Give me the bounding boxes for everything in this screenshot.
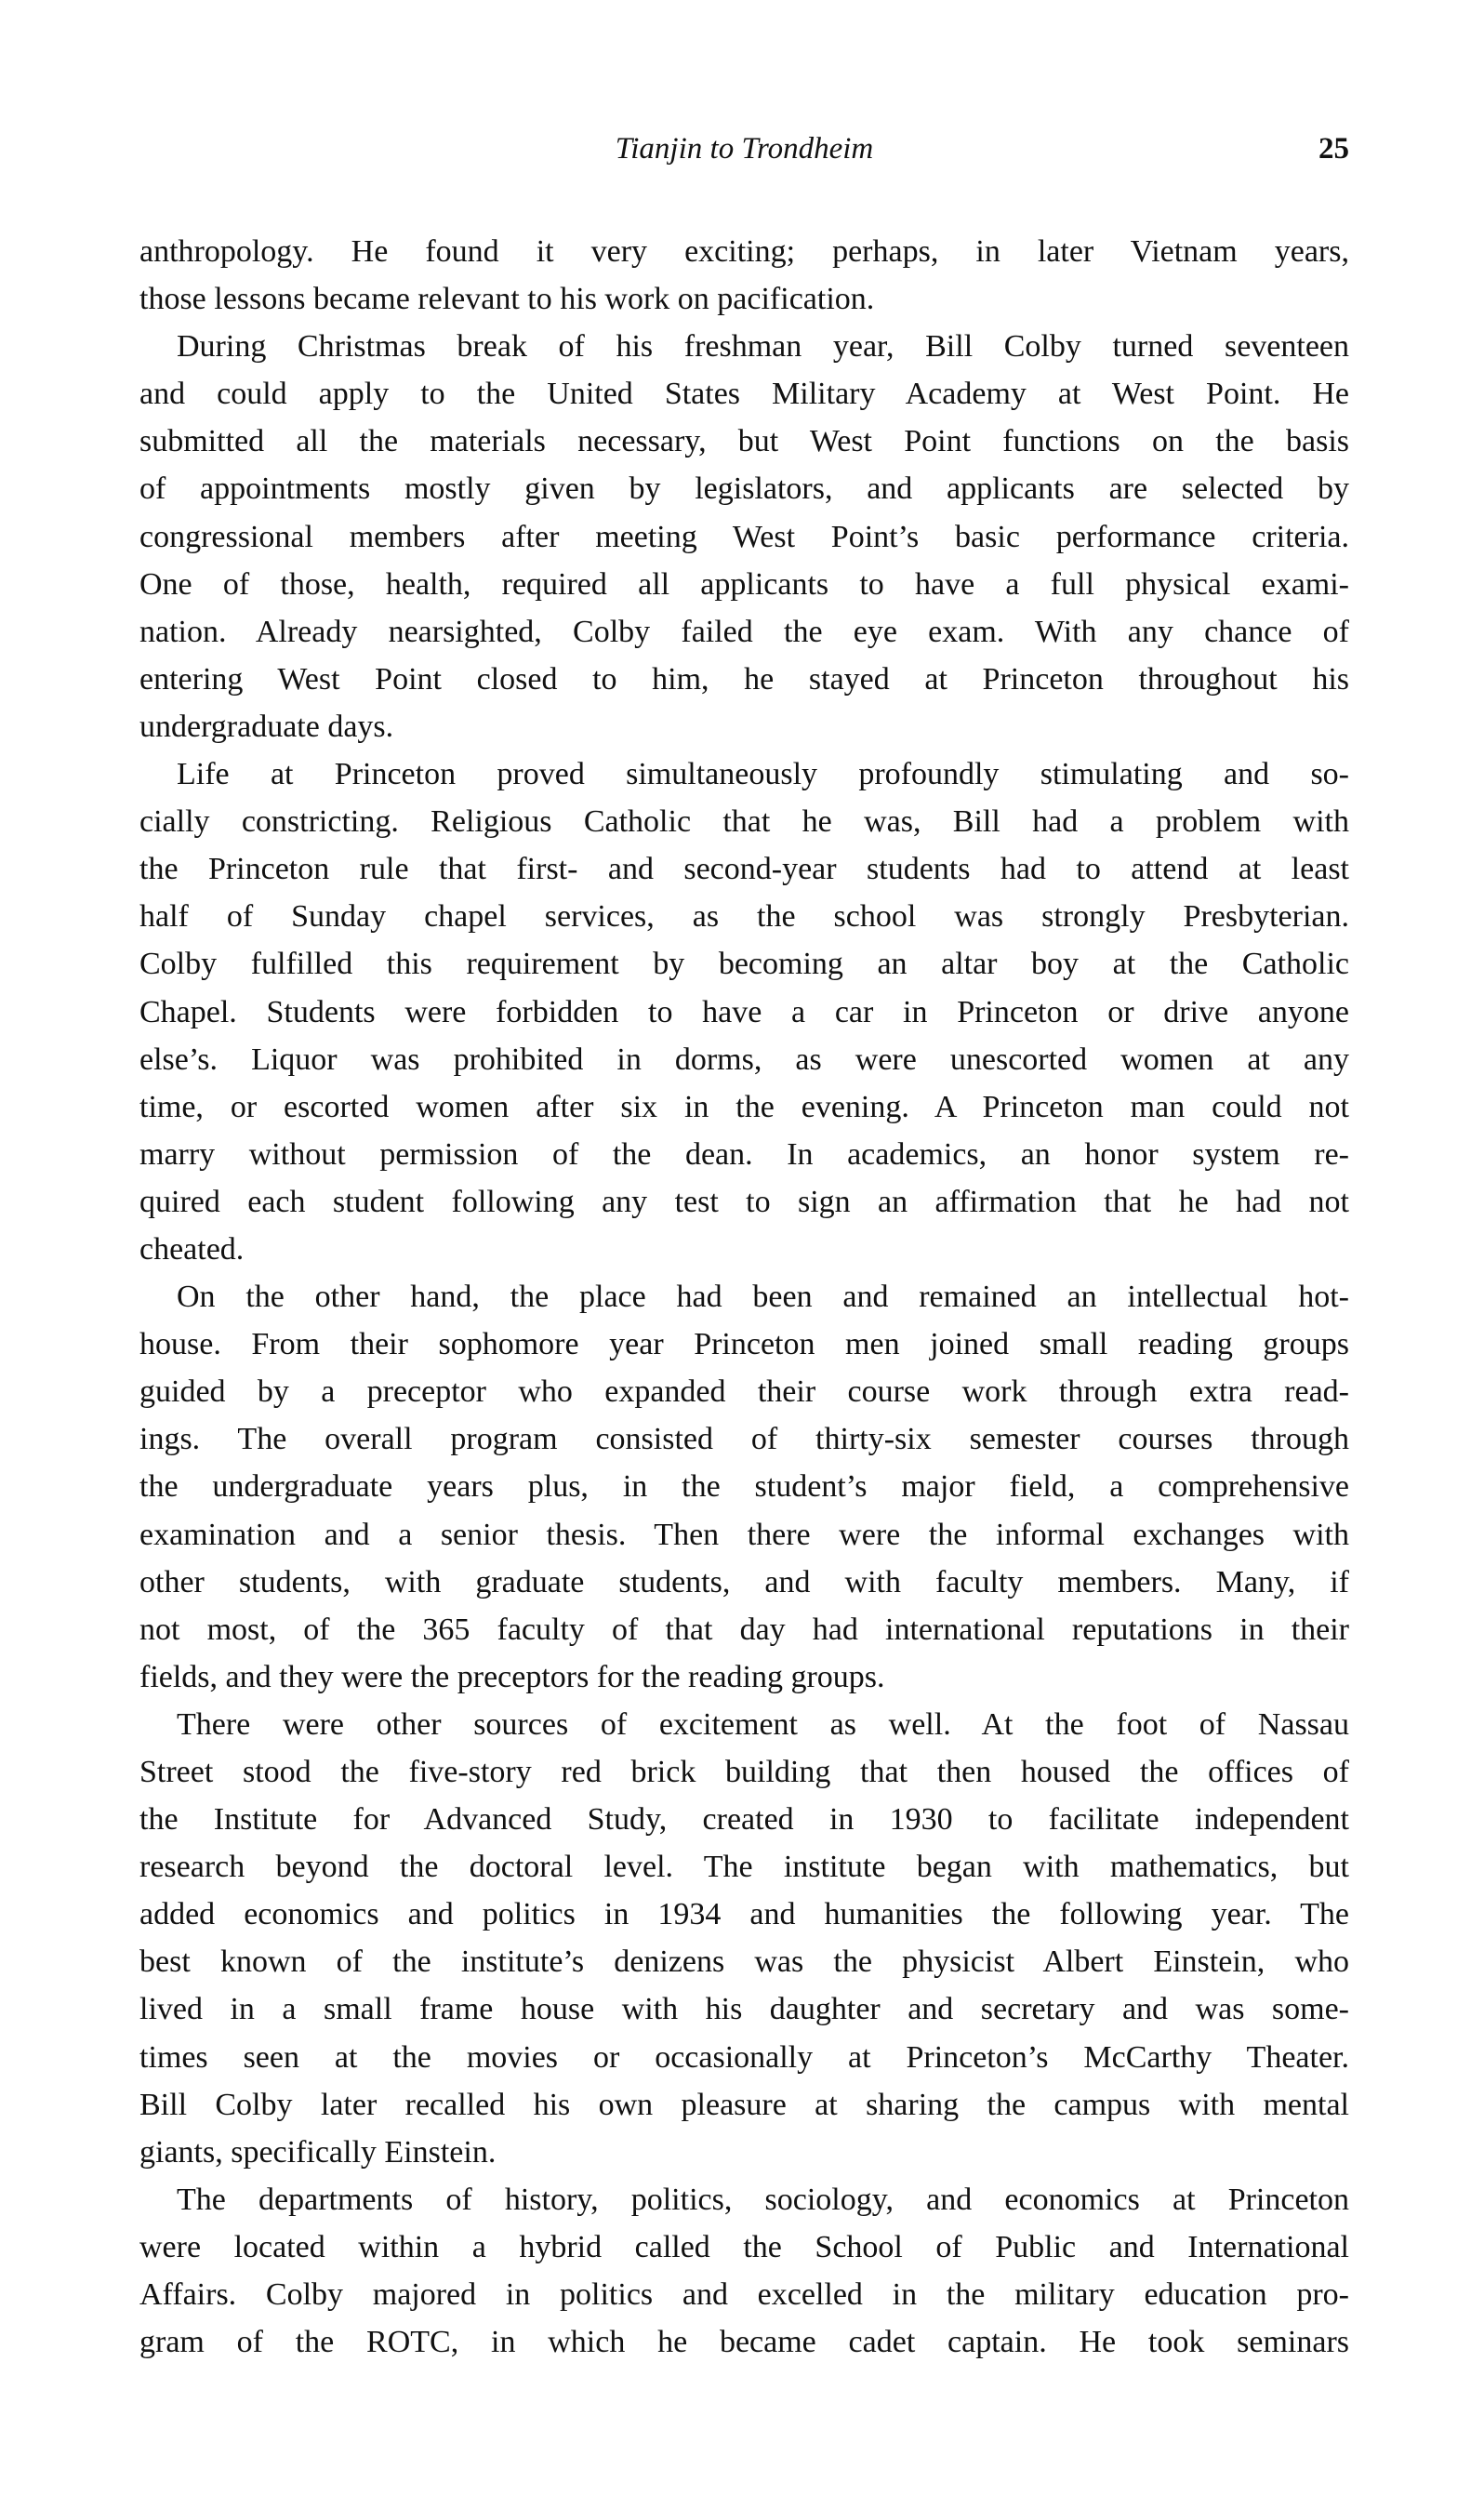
text-line: house. From their sophomore year Princeton men joined small reading groups bbox=[139, 1327, 1349, 1362]
paragraph bbox=[139, 323, 1349, 750]
text-line: ings. The overall program consisted of thirty-six semester courses through bbox=[139, 1422, 1349, 1457]
text-line: added economics and politics in 1934 and humanities the following year. The bbox=[139, 1897, 1349, 1932]
running-title: Tianjin to Trondheim bbox=[615, 132, 874, 166]
text-line: marry without permission of the dean. In academics, an honor system re- bbox=[139, 1136, 1349, 1172]
text-line: best known of the institute’s denizens was the physicist Albert Einstein, who bbox=[139, 1944, 1349, 1980]
text-line: time, or escorted women after six in the evening. A Princeton man could not bbox=[139, 1089, 1349, 1124]
text-line: nation. Already nearsighted, Colby failed the eye exam. With any chance of bbox=[139, 614, 1349, 649]
text-line: congressional members after meeting West Point’s basic performance criteria. bbox=[139, 519, 1349, 554]
text-line: half of Sunday chapel services, as the school was strongly Presbyterian. bbox=[139, 899, 1349, 935]
text-line: examination and a senior thesis. Then there were the informal exchanges with bbox=[139, 1517, 1349, 1552]
paragraph bbox=[139, 750, 1349, 1273]
text-line: guided by a preceptor who expanded their course work through extra read- bbox=[139, 1374, 1349, 1410]
text-line: Colby fulfilled this requirement by becoming an altar boy at the Catholic bbox=[139, 947, 1349, 982]
text-line: the Institute for Advanced Study, created in 1930 to facilitate independent bbox=[139, 1802, 1349, 1838]
text-line: The departments of history, politics, sociology, and economics at Princeton bbox=[177, 2182, 1349, 2217]
text-line: entering West Point closed to him, he stayed at Princeton throughout his bbox=[139, 661, 1349, 697]
text-line: quired each student following any test to sign an affirmation that he had not bbox=[139, 1184, 1349, 1219]
text-line: and could apply to the United States Military Academy at West Point. He bbox=[139, 377, 1349, 412]
text-line: cially constricting. Religious Catholic that he was, Bill had a problem with bbox=[139, 804, 1349, 840]
text-line: submitted all the materials necessary, but West Point functions on the basis bbox=[139, 424, 1349, 459]
text-line: One of those, health, required all applicants to have a full physical exami- bbox=[139, 566, 1349, 602]
text-line: Affairs. Colby majored in politics and excelled in the military education pro- bbox=[139, 2277, 1349, 2313]
text-line: fields, and they were the preceptors for the reading groups. bbox=[139, 1659, 885, 1694]
page-number: 25 bbox=[1318, 132, 1349, 166]
text-line: times seen at the movies or occasionally at Princeton’s McCarthy Theater. bbox=[139, 2039, 1349, 2075]
text-line: anthropology. He found it very exciting; perhaps, in later Vietnam years, bbox=[139, 234, 1349, 269]
text-line: Bill Colby later recalled his own pleasure at sharing the campus with mental bbox=[139, 2087, 1349, 2122]
text-line: were located within a hybrid called the School of Public and International bbox=[139, 2229, 1349, 2264]
text-line: Street stood the five-story red brick building that then housed the offices of bbox=[139, 1755, 1349, 1789]
text-line: cheated. bbox=[139, 1231, 245, 1267]
text-line: the Princeton rule that first- and second-year students had to attend at least bbox=[139, 852, 1349, 887]
running-header bbox=[139, 132, 1349, 179]
text-line: undergraduate days. bbox=[139, 709, 394, 744]
text-line: the undergraduate years plus, in the student’s major field, a comprehensive bbox=[139, 1469, 1349, 1505]
text-line: During Christmas break of his freshman year, Bill Colby turned seventeen bbox=[177, 329, 1349, 365]
text-line: Life at Princeton proved simultaneously profoundly stimulating and so- bbox=[177, 757, 1349, 792]
text-line: other students, with graduate students, and with faculty members. Many, if bbox=[139, 1564, 1349, 1599]
text-line: else’s. Liquor was prohibited in dorms, as were unescorted women at any bbox=[139, 1042, 1349, 1077]
paragraph bbox=[139, 2176, 1349, 2366]
text-line: On the other hand, the place had been and remained an intellectual hot- bbox=[177, 1280, 1349, 1315]
paragraph bbox=[139, 1701, 1349, 2176]
body-text bbox=[139, 228, 1349, 2366]
text-line: There were other sources of excitement as well. At the foot of Nassau bbox=[177, 1706, 1349, 1742]
text-line: Chapel. Students were forbidden to have a car in Princeton or drive anyone bbox=[139, 994, 1349, 1029]
text-line: research beyond the doctoral level. The institute began with mathematics, but bbox=[139, 1850, 1349, 1885]
paragraph bbox=[139, 1273, 1349, 1701]
text-line: not most, of the 365 faculty of that day had international reputations in their bbox=[139, 1612, 1349, 1647]
text-line: lived in a small frame house with his daughter and secretary and was some- bbox=[139, 1992, 1349, 2027]
paragraph bbox=[139, 228, 1349, 323]
text-line: giants, specifically Einstein. bbox=[139, 2134, 497, 2170]
text-line: of appointments mostly given by legislators, and applicants are selected by bbox=[139, 471, 1349, 507]
text-line: gram of the ROTC, in which he became cadet captain. He took seminars bbox=[139, 2325, 1349, 2360]
text-line: those lessons became relevant to his work on pacification. bbox=[139, 282, 875, 317]
